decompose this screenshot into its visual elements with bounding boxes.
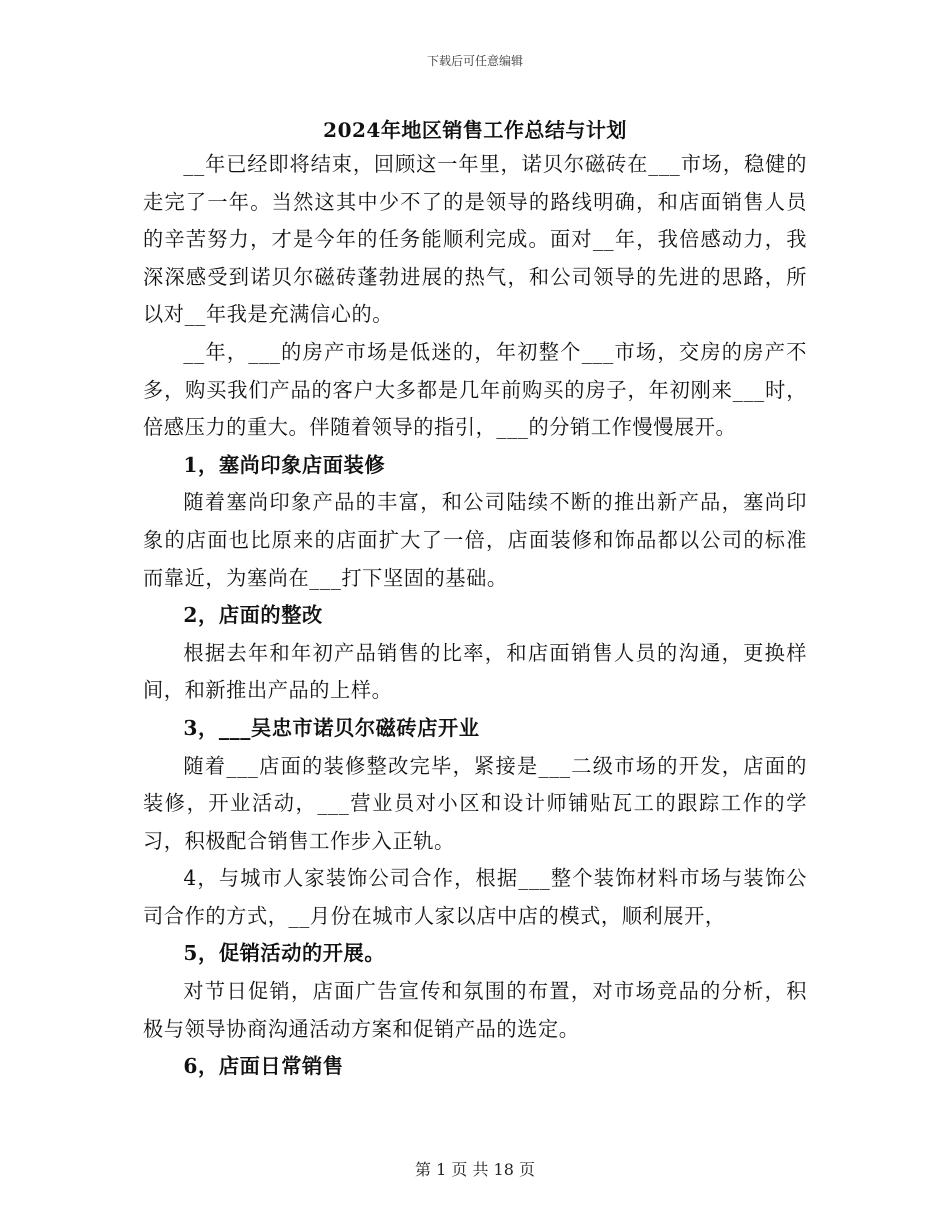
page-footer: 第 1 页 共 18 页 bbox=[415, 1160, 535, 1179]
intro-paragraph: __年，___的房产市场是低迷的，年初整个___市场，交房的房产不多，购买我们产品的客户大多都是几年前购买的房子，年初刚来___时，倍感压力的重大。伴随着领导的指引，___的分销工作慢慢展开。 bbox=[143, 339, 807, 440]
section-paragraph: 随着塞尚印象产品的丰富，和公司陆续不断的推出新产品，塞尚印象的店面也比原来的店面扩大了一倍，店面装修和饰品都以公司的标准而靠近，为塞尚在___打下坚固的基础。 bbox=[143, 490, 807, 590]
section-paragraph: 4，与城市人家装饰公司合作，根据___整个装饰材料市场与装饰公司合作的方式，__月份在城市人家以店中店的模式，顺利展开， bbox=[143, 866, 807, 928]
section-heading: 2，店面的整改 bbox=[183, 603, 323, 628]
section-heading: 6，店面日常销售 bbox=[183, 1054, 344, 1079]
section-paragraph: 根据去年和年初产品销售的比率，和店面销售人员的沟通，更换样间，和新推出产品的上样。 bbox=[143, 640, 807, 703]
section-paragraph: 对节日促销，店面广告宣传和氛围的布置，对市场竞品的分析，积极与领导协商沟通活动方案和促销产品的选定。 bbox=[143, 979, 807, 1041]
document-title: 2024年地区销售工作总结与计划 bbox=[323, 118, 627, 142]
document-body bbox=[143, 146, 807, 1086]
section-paragraph: 随着___店面的装修整改完毕，紧接是___二级市场的开发，店面的装修，开业活动，___营业员对小区和设计师铺贴瓦工的跟踪工作的学习，积极配合销售工作步入正轨。 bbox=[143, 753, 807, 853]
section-heading: 1，塞尚印象店面装修 bbox=[183, 452, 386, 477]
section-heading: 3，___吴忠市诺贝尔磁砖店开业 bbox=[183, 715, 480, 740]
page-header-note: 下载后可任意编辑 bbox=[426, 54, 523, 68]
intro-paragraph: __年已经即将结束，回顾这一年里，诺贝尔磁砖在___市场，稳健的走完了一年。当然这其中少不了的是领导的路线明确，和店面销售人员的辛苦努力，才是今年的任务能顺利完成。面对__年，我倍感动力，我深深感受到诺贝尔磁砖蓬勃进展的热气，和公司领导的先进的思路，所以对__年我是充满信心的。 bbox=[143, 152, 807, 327]
section-heading: 5，促销活动的开展。 bbox=[183, 941, 386, 966]
